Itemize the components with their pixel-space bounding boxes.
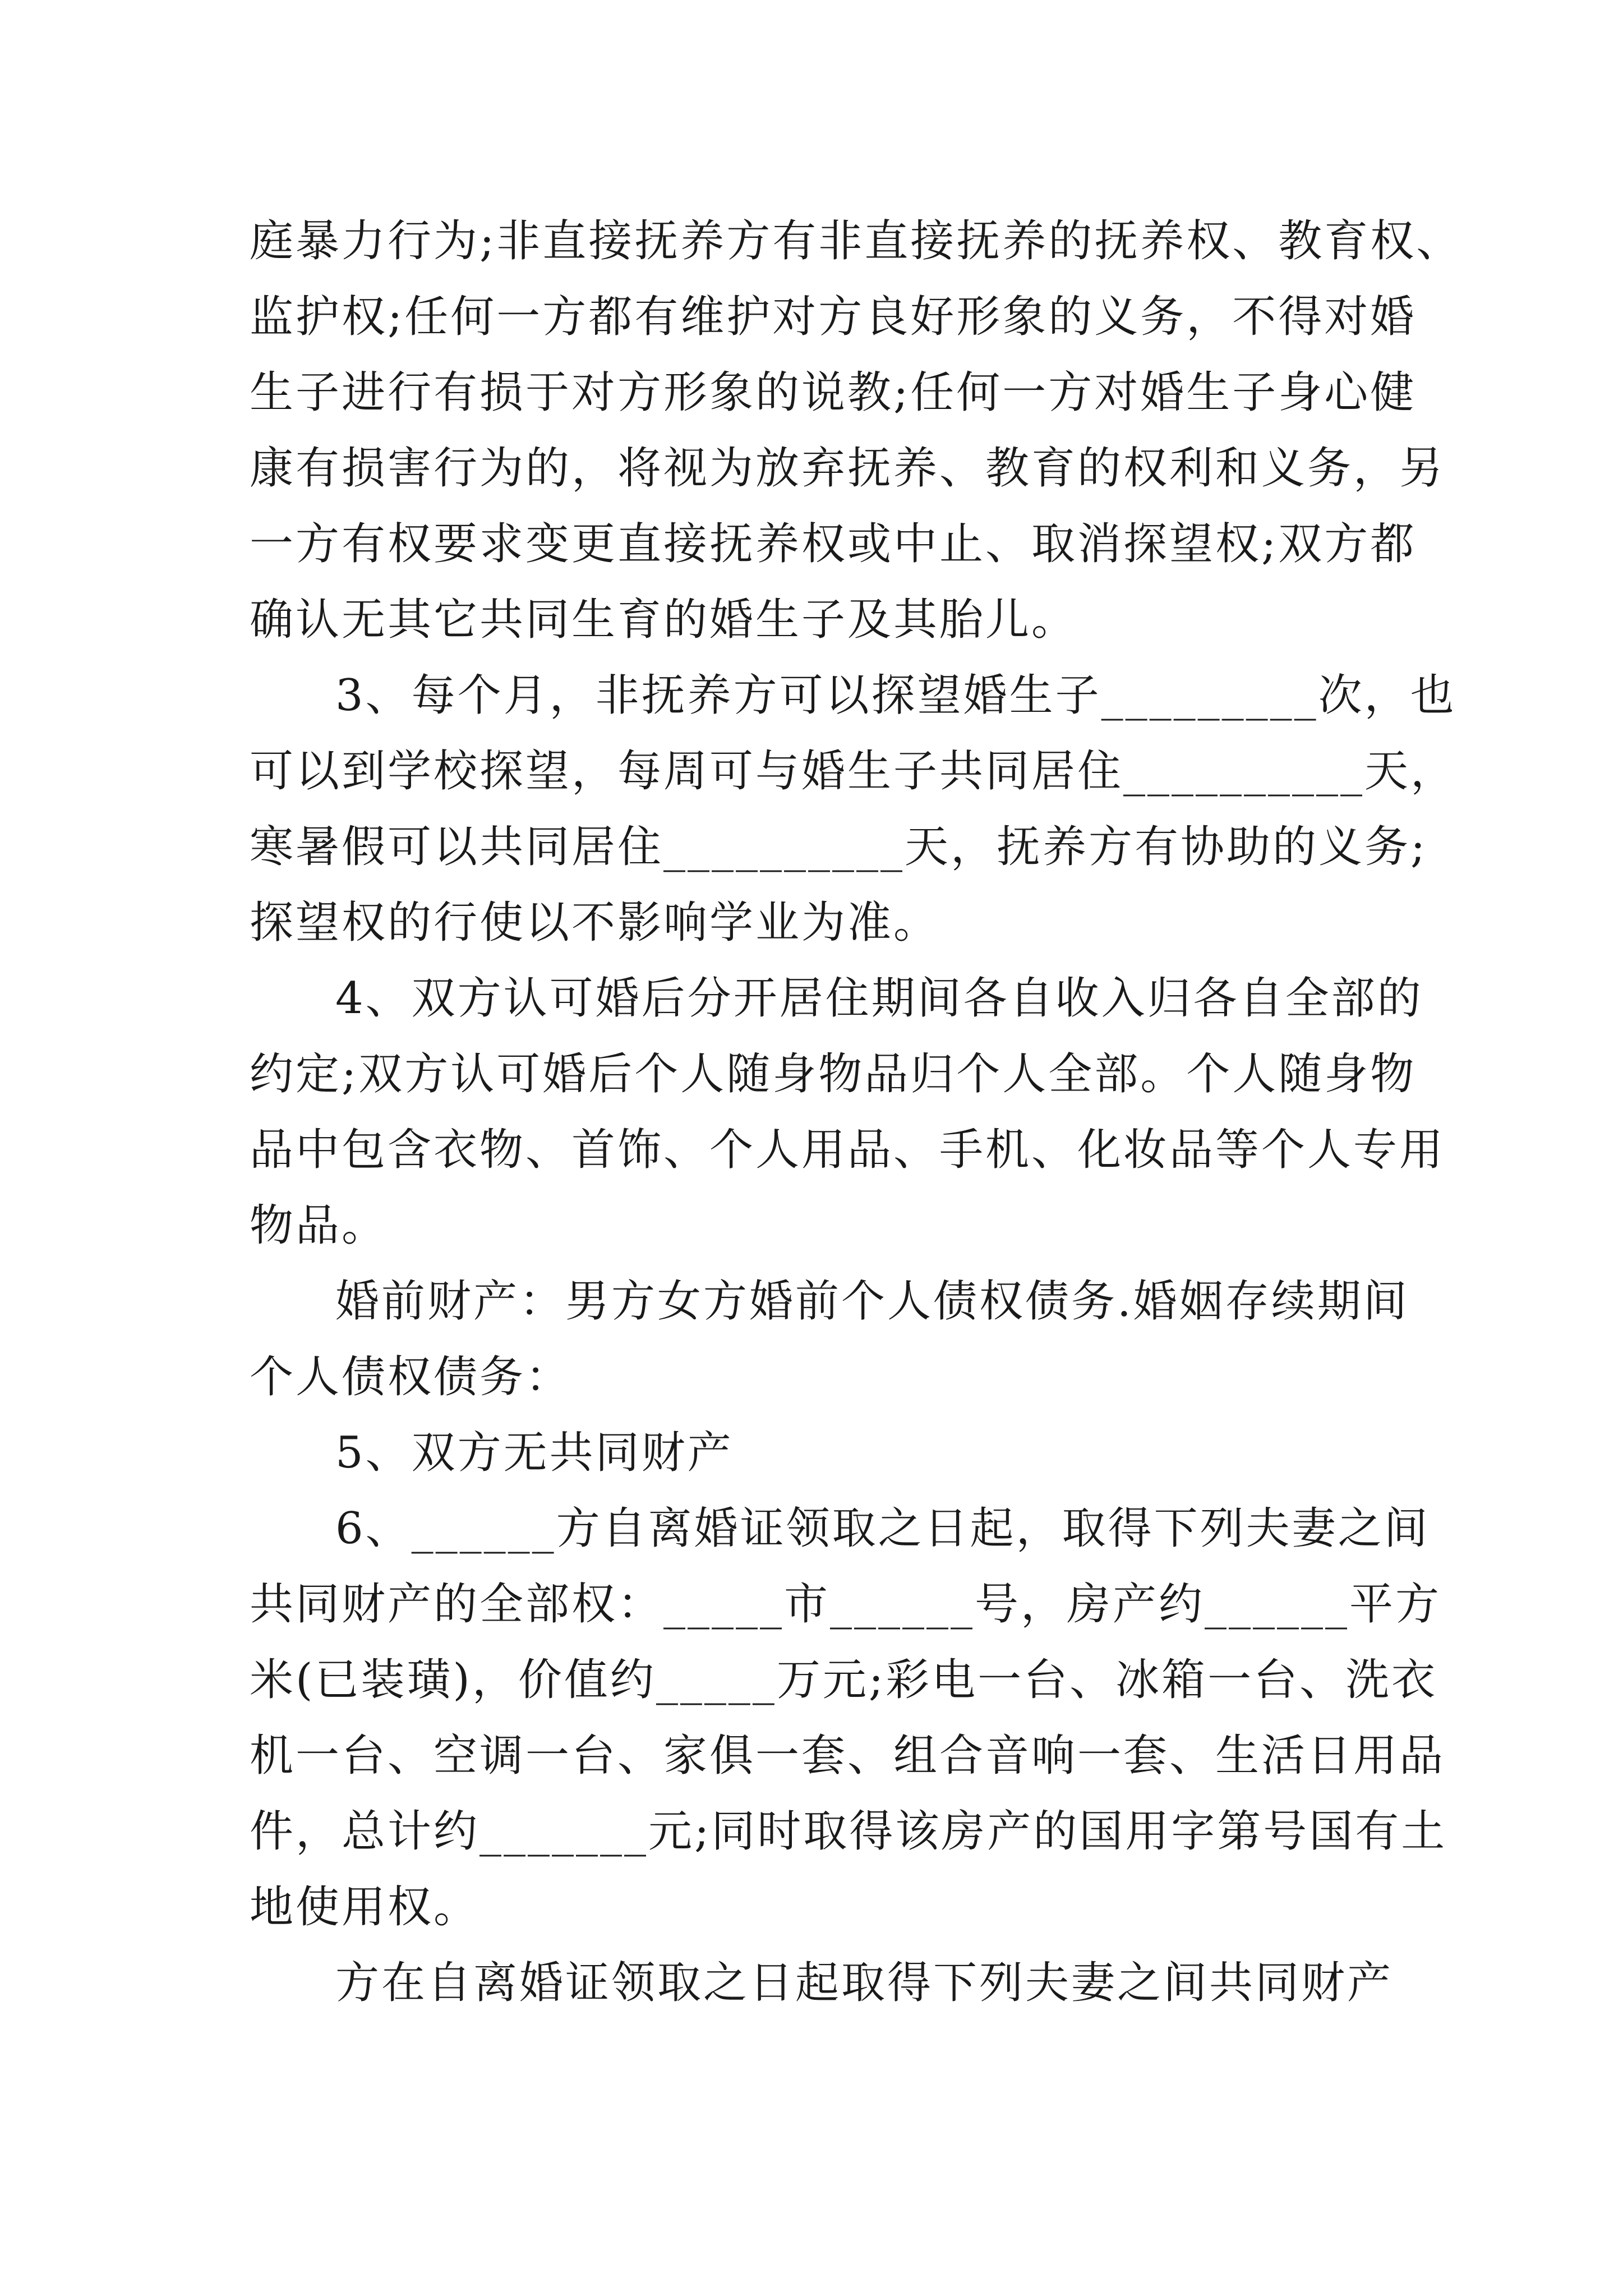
text-line: 康有损害行为的，将视为放弃抚养、教育的权利和义务，另 — [250, 443, 1446, 494]
text-line: 可以到学校探望，每周可与婚生子共同居住__________天， — [250, 746, 1457, 797]
paragraph-4-line: 4、双方认可婚后分开居住期间各自收入归各自全部的 — [335, 973, 1423, 1024]
text-line: 约定;双方认可婚后个人随身物品归个人全部。个人随身物 — [250, 1049, 1417, 1099]
text-line: 品中包含衣物、首饰、个人用品、手机、化妆品等个人专用 — [250, 1125, 1446, 1175]
text-line: 监护权;任何一方都有维护对方良好形象的义务，不得对婚 — [250, 292, 1417, 342]
text-line: 米(已装璜)，价值约_____万元;彩电一台、冰箱一台、洗衣 — [250, 1655, 1438, 1705]
text-line: 个人债权债务： — [250, 1352, 572, 1402]
paragraph-6-line: 6、______方自离婚证领取之日起，取得下列夫妻之间 — [335, 1503, 1430, 1554]
paragraph-5-line: 5、双方无共同财产 — [335, 1428, 734, 1478]
paragraph-3-line: 3、每个月，非抚养方可以探望婚生子_________次，也 — [335, 670, 1456, 721]
paragraph-line: 方在自离婚证领取之日起取得下列夫妻之间共同财产 — [335, 1958, 1394, 2008]
text-line: 地使用权。 — [250, 1882, 480, 1932]
premarital-property-line: 婚前财产：男方女方婚前个人债权债务.婚姻存续期间 — [335, 1276, 1409, 1327]
text-line: 共同财产的全部权：_____市______号，房产约______平方 — [250, 1579, 1442, 1630]
text-line: 生子进行有损于对方形象的说教;任何一方对婚生子身心健 — [250, 367, 1417, 418]
text-line: 物品。 — [250, 1200, 388, 1251]
text-line: 探望权的行使以不影响学业为准。 — [250, 898, 940, 948]
text-line: 确认无其它共同生育的婚生子及其胎儿。 — [250, 595, 1078, 645]
text-line: 庭暴力行为;非直接抚养方有非直接抚养的抚养权、教育权、 — [250, 216, 1463, 266]
text-line: 机一台、空调一台、家俱一套、组合音响一套、生活日用品 — [250, 1731, 1446, 1781]
text-line: 一方有权要求变更直接抚养权或中止、取消探望权;双方都 — [250, 519, 1417, 569]
text-line: 件，总计约_______元;同时取得该房产的国用字第号国有土 — [250, 1806, 1447, 1857]
text-line: 寒暑假可以共同居住__________天，抚养方有协助的义务; — [250, 822, 1428, 872]
